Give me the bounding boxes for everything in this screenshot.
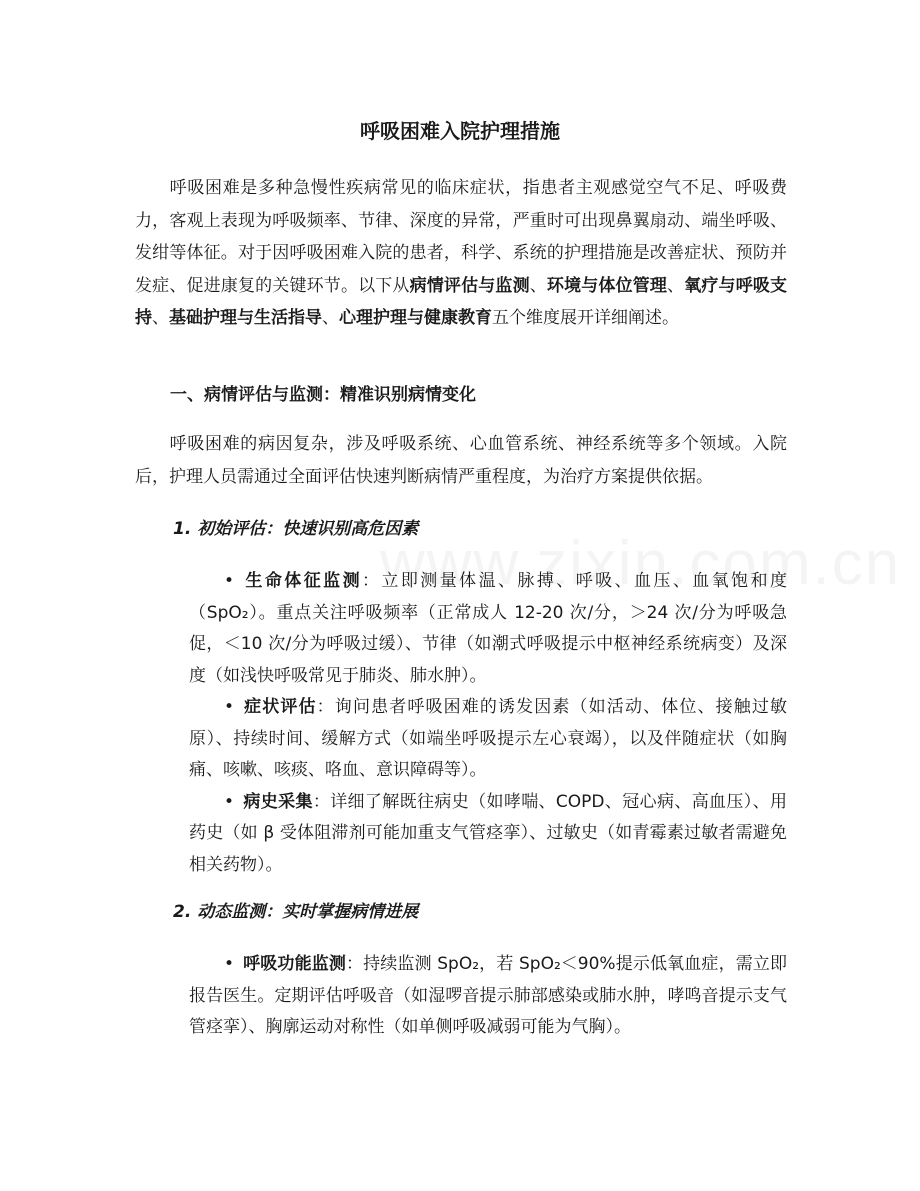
list-item <box>189 566 787 692</box>
intro-paragraph <box>135 172 787 335</box>
intro-separator: 、 <box>322 308 339 328</box>
list-item-text: ：立即测量体温、脉搏、呼吸、血压、血氧饱和度（SpO₂）。重点关注呼吸频率（正常成人 12-20 次/分，＞24 次/分为呼吸急促，＜10 次/分为呼吸过缓）、节律（如潮式呼吸提示中枢神经系统病变）及深度（如浅快呼吸常见于肺炎、肺水肿）。 <box>189 571 787 686</box>
list-item <box>189 949 787 1044</box>
bullet-icon: • <box>224 791 235 812</box>
list-item-text: ：询问患者呼吸困难的诱发因素（如活动、体位、接触过敏原）、持续时间、缓解方式（如端坐呼吸提示左心衰竭），以及伴随症状（如胸痛、咳嗽、咳痰、咯血、意识障碍等）。 <box>189 697 788 780</box>
bullet-icon: • <box>224 954 235 974</box>
intro-text-end: 五个维度展开详细阐述。 <box>492 308 679 328</box>
intro-bold-term: 氧疗与呼吸支持 <box>135 275 788 328</box>
subsection-heading: 1. 初始评估：快速识别高危因素 <box>173 519 419 539</box>
section-paragraph <box>135 428 787 493</box>
list-item <box>189 787 787 882</box>
section-paragraph-text: 呼吸困难的病因复杂，涉及呼吸系统、心血管系统、神经系统等多个领域。入院后，护理人员需通过全面评估快速判断病情严重程度，为治疗方案提供依据。 <box>135 434 787 487</box>
list-item-label: 症状评估 <box>243 697 317 717</box>
document-title: 呼吸困难入院护理措施 <box>360 119 560 143</box>
list-item-text: ：持续监测 SpO₂，若 SpO₂＜90%提示低氧血症，需立即报告医生。定期评估呼吸音（如湿啰音提示肺部感染或肺水肿，哮鸣音提示支气管痉挛）、胸廓运动对称性（如单侧呼吸减弱可能为气胸）。 <box>189 954 787 1037</box>
list-item <box>189 692 787 787</box>
intro-bold-term: 基础护理与生活指导 <box>169 308 322 328</box>
list-item-label: 病史采集 <box>243 791 313 812</box>
bullet-list <box>189 566 787 881</box>
bullet-list <box>189 949 787 1044</box>
list-item-label: 呼吸功能监测 <box>243 954 346 974</box>
list-item-label: 生命体征监测 <box>243 571 362 591</box>
bullet-icon: • <box>224 571 235 591</box>
intro-bold-term: 心理护理与健康教育 <box>339 308 492 328</box>
bullet-icon: • <box>224 697 235 717</box>
intro-separator: 、 <box>667 275 685 296</box>
intro-separator: 、 <box>152 308 169 328</box>
intro-separator: 、 <box>529 275 547 296</box>
section-heading: 一、病情评估与监测：精准识别病情变化 <box>170 385 476 405</box>
subsection-heading: 2. 动态监测：实时掌握病情进展 <box>173 902 419 922</box>
intro-bold-term: 环境与体位管理 <box>546 275 668 296</box>
intro-text: 呼吸困难是多种急慢性疾病常见的临床症状，指患者主观感觉空气不足、呼吸费力，客观上表现为呼吸频率、节律、深度的异常，严重时可出现鼻翼扇动、端坐呼吸、发绀等体征。对于因呼吸困难入院的患者，科学、系统的护理措施是改善症状、预防并发症、促进康复的关键环节。以下从 <box>135 178 787 296</box>
list-item-text: ：详细了解既往病史（如哮喘、COPD、冠心病、高血压）、用药史（如 β 受体阻滞剂可能加重支气管痉挛）、过敏史（如青霉素过敏者需避免相关药物）。 <box>189 791 788 875</box>
intro-bold-term: 病情评估与监测 <box>409 275 530 296</box>
